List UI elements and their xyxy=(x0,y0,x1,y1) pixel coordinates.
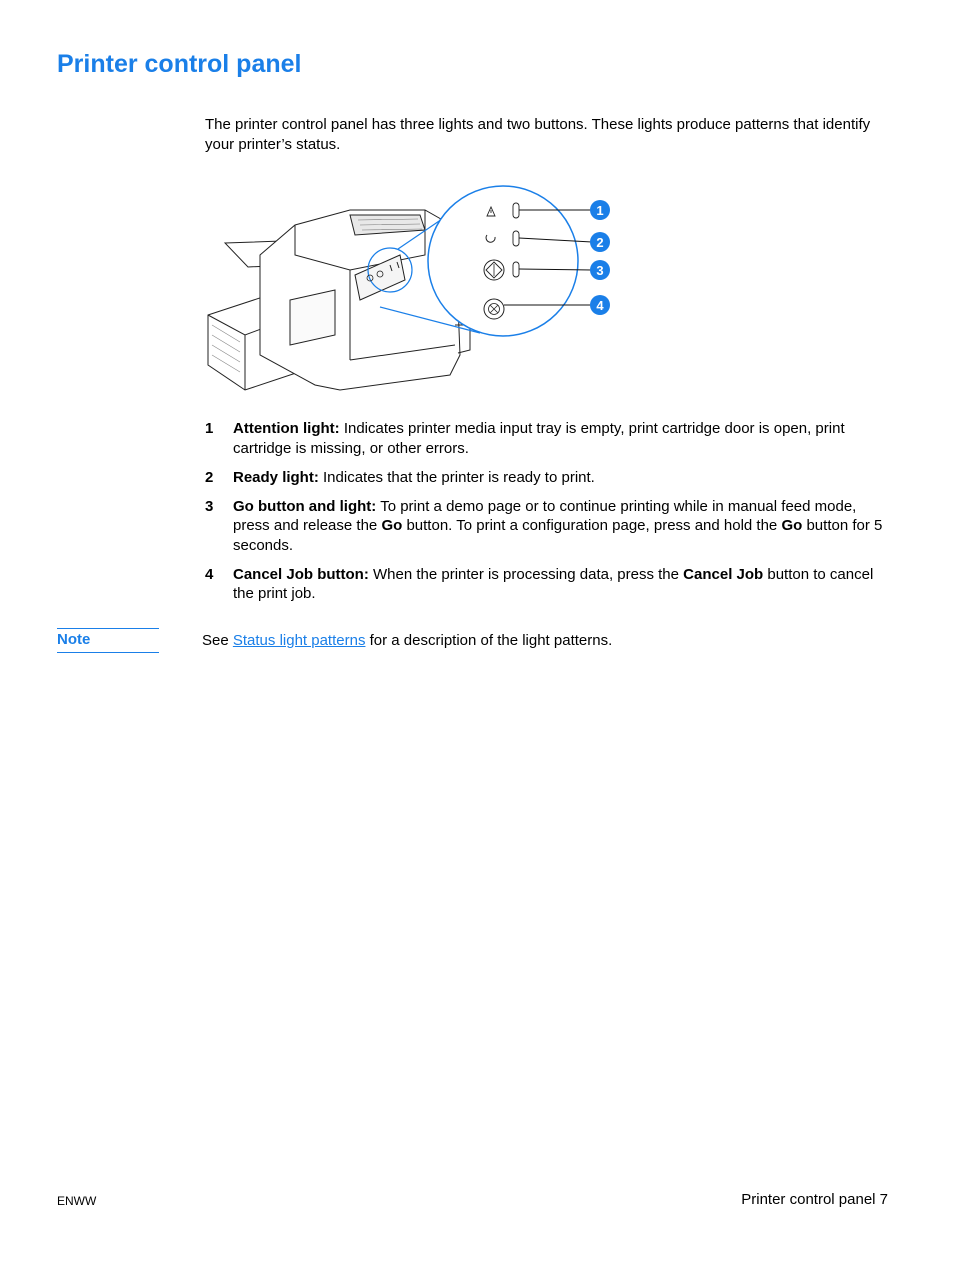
item-number: 2 xyxy=(205,468,214,486)
item-bold: Go xyxy=(781,517,803,534)
callout-1-label: 1 xyxy=(596,203,604,218)
item-label: Cancel Job button: xyxy=(233,565,369,583)
list-item-attention xyxy=(205,419,895,458)
callout-3-label: 3 xyxy=(596,263,604,278)
ready-light xyxy=(513,231,519,246)
status-light-patterns-link[interactable]: Status light patterns xyxy=(232,632,366,649)
printer-illustration xyxy=(200,185,620,415)
note-label: Note xyxy=(57,628,159,653)
printer-control-panel-illustration xyxy=(200,185,620,415)
go-light xyxy=(513,262,519,277)
cancel-icon[interactable] xyxy=(484,299,504,319)
item-number: 4 xyxy=(205,565,214,583)
control-descriptions-list xyxy=(205,419,895,613)
page-title: Printer control panel xyxy=(57,50,302,78)
list-item-ready xyxy=(205,468,895,488)
item-text: To print a demo page or to continue printing while in manual feed mode, press and release the xyxy=(233,497,857,534)
item-label: Ready light: xyxy=(233,468,319,486)
item-number: 3 xyxy=(205,497,214,515)
footer-left: ENWW xyxy=(57,1194,97,1208)
list-item-go xyxy=(205,497,895,556)
intro-paragraph: The printer control panel has three lights and two buttons. These lights produce patterns that identify your printer’s status. xyxy=(205,116,871,153)
item-text: button for 5 seconds. xyxy=(233,517,883,554)
item-text: button to cancel the print job. xyxy=(233,565,874,602)
callout-4-label: 4 xyxy=(596,298,604,313)
item-text: button. To print a configuration page, press and hold the xyxy=(406,517,778,534)
note-suffix: for a description of the light patterns. xyxy=(369,632,613,649)
item-text: When the printer is processing data, press the xyxy=(373,565,679,583)
item-text: Indicates printer media input tray is empty, print cartridge door is open, print cartridge is missing, or other errors. xyxy=(233,420,845,457)
item-bold: Go xyxy=(381,517,403,534)
note-text xyxy=(202,631,612,650)
callout-2-label: 2 xyxy=(596,235,604,250)
footer-page-label: Printer control panel 7 xyxy=(741,1191,888,1208)
note-prefix: See xyxy=(202,632,229,649)
item-bold: Cancel Job xyxy=(683,565,764,583)
go-icon[interactable] xyxy=(484,260,504,280)
item-label: Attention light: xyxy=(233,420,340,437)
item-label: Go button and light: xyxy=(233,497,377,515)
attention-light xyxy=(513,203,519,218)
list-item-cancel xyxy=(205,565,895,604)
item-number: 1 xyxy=(205,420,214,437)
item-text: Indicates that the printer is ready to print. xyxy=(323,468,595,486)
